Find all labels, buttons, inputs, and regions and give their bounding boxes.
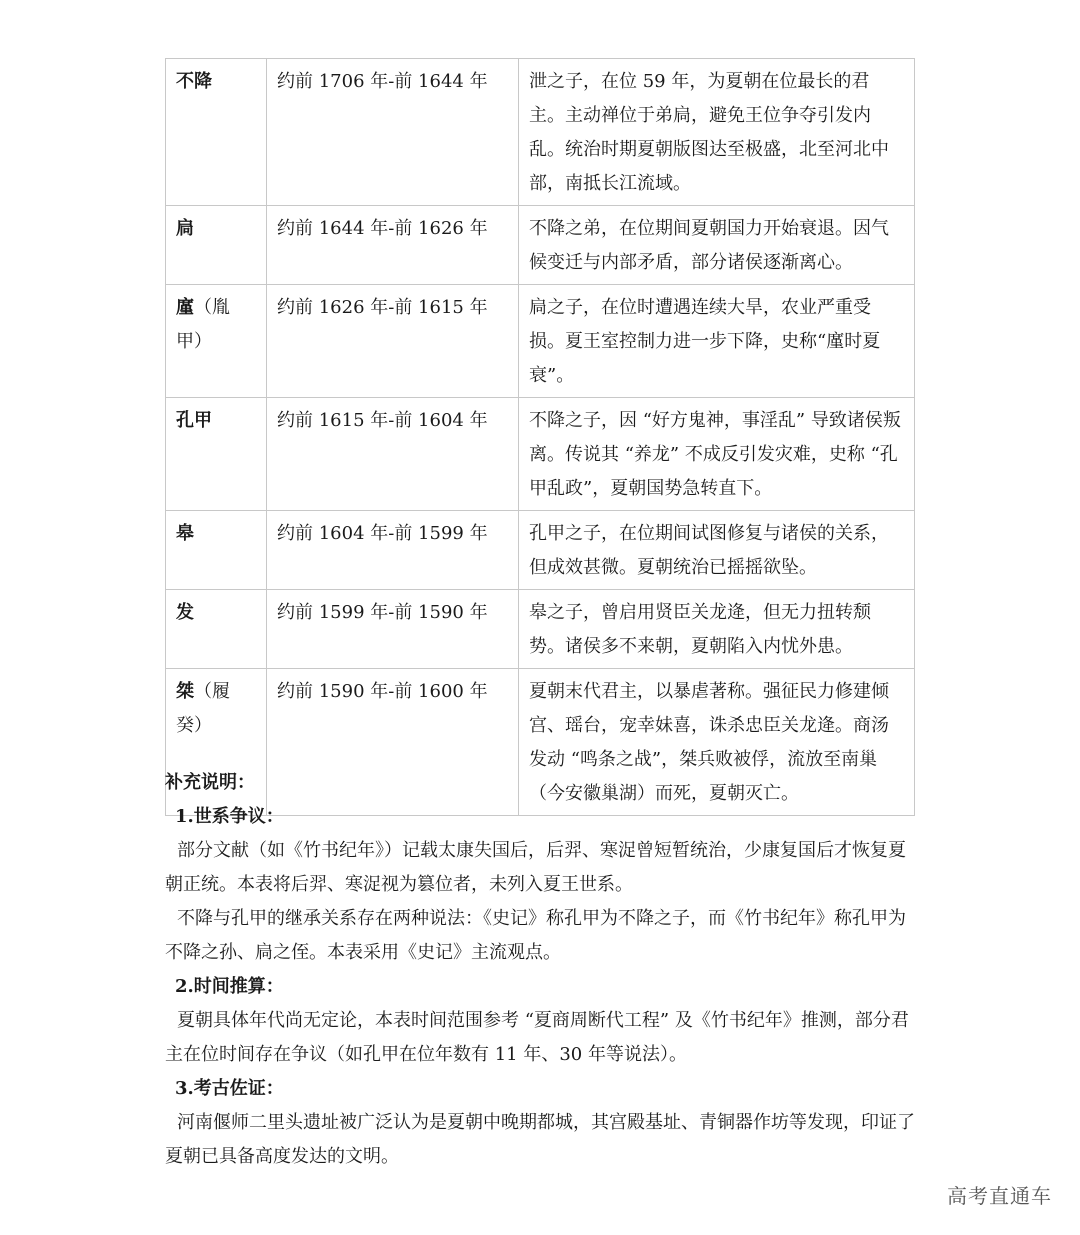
reign-dates: 约前 1615 年-前 1604 年 [267,398,519,511]
king-description: 孔甲之子，在位期间试图修复与诸侯的关系，但成效甚微。夏朝统治已摇摇欲坠。 [519,511,915,590]
king-name: 孔甲 [176,410,212,431]
section-1-title: 1.世系争议： [175,806,284,827]
king-name: 扃 [176,218,194,239]
king-name-cell [166,59,267,206]
section-2-paragraph-1: 夏朝具体年代尚无定论，本表时间范围参考 “夏商周断代工程” 及《竹书纪年》推测，部分君主在位时间存在争议（如孔甲在位年数有 11 年、30 年等说法）。 [165,1010,909,1065]
reign-dates: 约前 1644 年-前 1626 年 [267,206,519,285]
section-1-paragraph-2: 不降与孔甲的继承关系存在两种说法：《史记》称孔甲为不降之子，而《竹书纪年》称孔甲为不降之孙、扃之侄。本表采用《史记》主流观点。 [165,908,906,963]
section-3-paragraph-1: 河南偃师二里头遗址被广泛认为是夏朝中晚期都城，其宫殿基址、青铜器作坊等发现，印证了夏朝已具备高度发达的文明。 [165,1112,915,1167]
king-name: 发 [176,602,194,623]
table-row [166,590,915,669]
watermark: 高考直通车 [947,1184,1052,1208]
reign-dates: 约前 1590 年-前 1600 年 [267,669,519,816]
king-name: 不降 [176,71,212,92]
xia-kings-table [165,58,915,816]
king-name: 皋 [176,523,194,544]
table-row [166,511,915,590]
king-description: 夏朝末代君主，以暴虐著称。强征民力修建倾宫、瑶台，宠幸妹喜，诛杀忠臣关龙逄。商汤发动 “鸣条之战”，桀兵败被俘，流放至南巢（今安徽巢湖）而死，夏朝灭亡。 [519,669,915,816]
supplementary-notes [165,766,917,1174]
king-name: 廑 [176,297,194,318]
king-description: 扃之子，在位时遭遇连续大旱，农业严重受损。夏王室控制力进一步下降，史称“廑时夏衰”。 [519,285,915,398]
table-row [166,206,915,285]
section-1-paragraph-1: 部分文献（如《竹书纪年》）记载太康失国后，后羿、寒浞曾短暂统治，少康复国后才恢复夏朝正统。本表将后羿、寒浞视为篡位者，未列入夏王世系。 [165,840,906,895]
reign-dates: 约前 1706 年-前 1644 年 [267,59,519,206]
notes-title: 补充说明： [165,772,255,793]
reign-dates: 约前 1604 年-前 1599 年 [267,511,519,590]
king-alias: （履癸） [176,681,230,736]
king-name: 桀 [176,681,194,702]
king-name-cell [166,511,267,590]
section-3-title: 3.考古佐证： [175,1078,284,1099]
king-description: 不降之弟，在位期间夏朝国力开始衰退。因气候变迁与内部矛盾，部分诸侯逐渐离心。 [519,206,915,285]
table-row [166,285,915,398]
reign-dates: 约前 1626 年-前 1615 年 [267,285,519,398]
king-name-cell [166,398,267,511]
king-description: 皋之子，曾启用贤臣关龙逄，但无力扭转颓势。诸侯多不来朝，夏朝陷入内忧外患。 [519,590,915,669]
king-description: 泄之子，在位 59 年，为夏朝在位最长的君主。主动禅位于弟扃，避免王位争夺引发内乱。统治时期夏朝版图达至极盛，北至河北中部，南抵长江流域。 [519,59,915,206]
king-description: 不降之子，因 “好方鬼神，事淫乱” 导致诸侯叛离。传说其 “养龙” 不成反引发灾难，史称 “孔甲乱政”，夏朝国势急转直下。 [519,398,915,511]
reign-dates: 约前 1599 年-前 1590 年 [267,590,519,669]
king-name-cell [166,285,267,398]
king-name-cell [166,206,267,285]
table-row [166,59,915,206]
section-2-title: 2.时间推算： [175,976,284,997]
table-row [166,398,915,511]
king-alias: （胤甲） [176,297,230,352]
king-name-cell [166,590,267,669]
